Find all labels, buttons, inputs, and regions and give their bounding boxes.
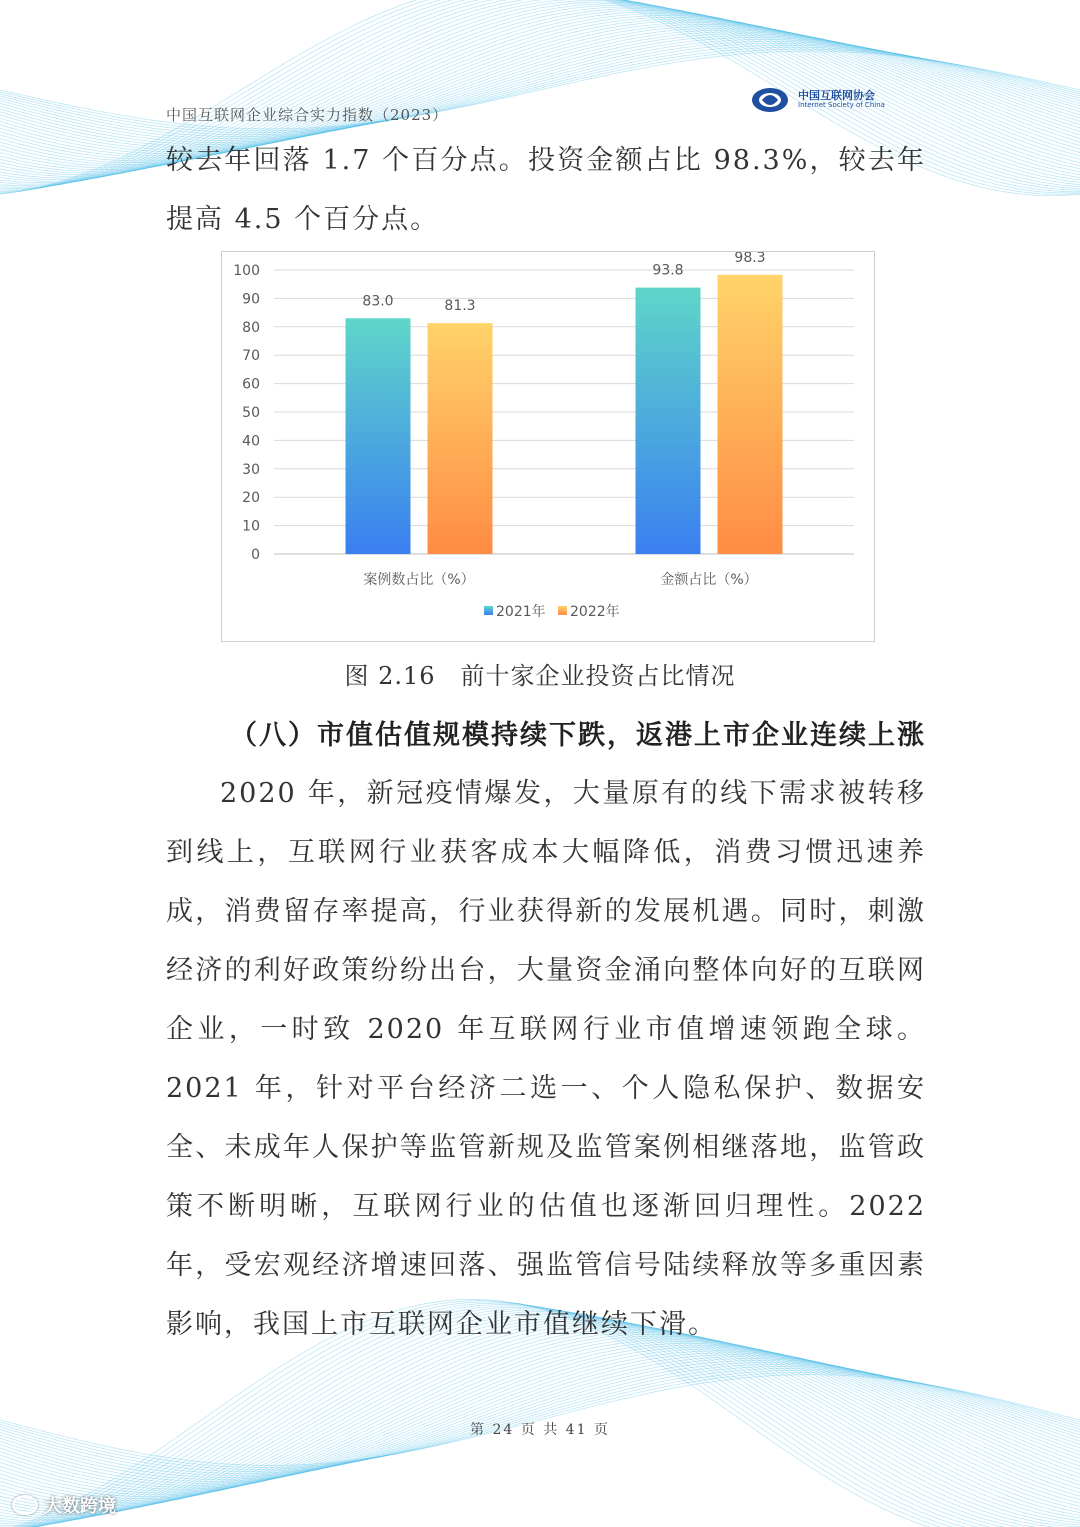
logo-cn-text: 中国互联网协会: [798, 89, 875, 103]
y-tick-label: 10: [242, 518, 260, 535]
legend-swatch: [558, 606, 567, 615]
wave-line: [0, 51, 1080, 129]
y-tick-label: 40: [242, 433, 260, 450]
y-tick-label: 20: [242, 490, 260, 507]
brand-logo-icon: [12, 1495, 38, 1515]
legend-swatch: [484, 606, 493, 615]
isc-logo-icon: [750, 86, 790, 114]
bar-value-label: 81.3: [444, 298, 476, 315]
figure-caption: 图 2.16 前十家企业投资占比情况: [344, 662, 736, 690]
y-tick-label: 50: [242, 405, 260, 421]
bar-chart-svg: [222, 252, 874, 641]
wave-line: [0, 45, 1080, 135]
bar-2022年-0: [428, 323, 493, 554]
x-category-label: 案例数占比（%）: [363, 572, 475, 588]
y-tick-label: 80: [242, 319, 260, 336]
bar-2022年-1: [718, 275, 783, 554]
wave-line: [0, 43, 1080, 137]
bar-value-label: 83.0: [362, 293, 394, 310]
wave-line: [0, 38, 1080, 143]
header-title: 中国互联网企业综合实力指数（2023）: [166, 106, 449, 124]
section-heading: （八）市值估值规模持续下跌，返港上市企业连续上涨: [230, 720, 926, 751]
legend-label: 2021年: [496, 604, 546, 620]
wave-line: [0, 41, 1080, 138]
y-tick-label: 100: [233, 263, 260, 279]
y-tick-label: 90: [242, 291, 260, 308]
watermark-brand-text: 大数跨境: [44, 1496, 116, 1517]
bar-chart: [221, 251, 875, 642]
wave-line: [0, 34, 1080, 147]
y-tick-label: 0: [251, 547, 260, 563]
y-tick-label: 60: [242, 376, 260, 393]
intro-paragraph: 较去年回落 1.7 个百分点。投资金额占比 98.3%，较去年提高 4.5 个百分点。: [166, 145, 926, 235]
wave-line: [0, 36, 1080, 145]
bar-2021年-1: [636, 288, 701, 554]
wave-line: [0, 49, 1080, 131]
bar-value-label: 98.3: [734, 252, 766, 266]
bar-2021年-0: [346, 318, 411, 554]
watermark-brand: [12, 1492, 116, 1518]
legend-label: 2022年: [570, 604, 620, 620]
bar-value-label: 93.8: [652, 262, 684, 279]
x-category-label: 金额占比（%）: [660, 572, 758, 588]
body-paragraph: 2020 年，新冠疫情爆发，大量原有的线下需求被转移到线上，互联网行业获客成本大幅降低，消费习惯迅速养成，消费留存率提高，行业获得新的发展机遇。同时，刺激经济的利好政策纷纷出台，大量资金涌向整体向好的互联网企业，一时致 2020 年互联网行业市值增速领跑全球。2021 年，针对平台经济二选一、个人隐私保护、数据安全、未成年人保护等监管新规及监管案例相继落地，监管政策不断明晰，互联网行业的估值也逐渐回归理性。2022 年，受宏观经济增速回落、强监管信号陆续释放等多重因素影响，我国上市互联网企业市值继续下滑。: [166, 778, 926, 1340]
wave-line: [0, 47, 1080, 133]
y-tick-label: 30: [242, 461, 260, 478]
page-number: 第 24 页 共 41 页: [470, 1422, 610, 1438]
y-tick-label: 70: [242, 348, 260, 365]
organization-logo: [750, 86, 885, 114]
logo-en-text: Internet Society of China: [798, 101, 885, 110]
wave-line: [0, 39, 1080, 140]
